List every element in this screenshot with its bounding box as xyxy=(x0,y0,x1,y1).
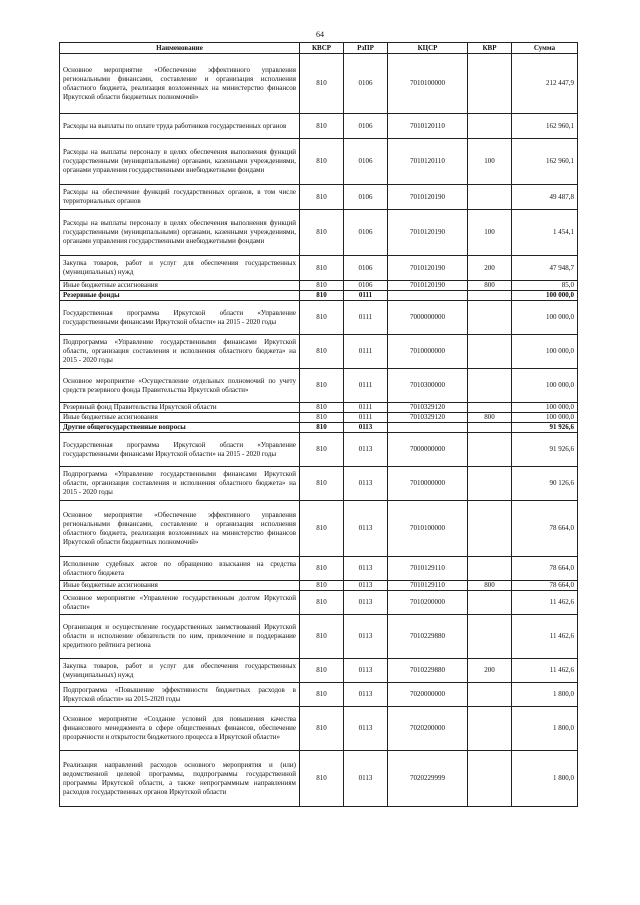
row-kvsr: 810 xyxy=(300,581,344,591)
row-rzpr: 0113 xyxy=(344,501,388,557)
row-kcsr: 7010129110 xyxy=(388,557,468,581)
table-row xyxy=(60,423,578,433)
row-rzpr: 0113 xyxy=(344,591,388,615)
row-kvr xyxy=(468,707,512,751)
row-kcsr: 7010229880 xyxy=(388,659,468,683)
row-kvr: 800 xyxy=(468,581,512,591)
budget-table xyxy=(59,42,578,807)
row-rzpr: 0106 xyxy=(344,256,388,281)
table-row xyxy=(60,335,578,369)
row-rzpr: 0111 xyxy=(344,369,388,403)
table-row xyxy=(60,291,578,301)
table-row xyxy=(60,369,578,403)
row-sum: 100 000,0 xyxy=(512,413,578,423)
table-row xyxy=(60,413,578,423)
row-sum: 1 454,1 xyxy=(512,210,578,256)
table-row xyxy=(60,301,578,335)
row-rzpr: 0113 xyxy=(344,433,388,467)
row-sum: 11 462,6 xyxy=(512,591,578,615)
row-kvsr: 810 xyxy=(300,403,344,413)
row-sum: 47 948,7 xyxy=(512,256,578,281)
row-kcsr: 7010229880 xyxy=(388,615,468,659)
row-sum: 78 664,0 xyxy=(512,501,578,557)
table-row xyxy=(60,256,578,281)
row-kvsr: 810 xyxy=(300,139,344,185)
row-kvsr: 810 xyxy=(300,185,344,210)
row-name: Резервные фонды xyxy=(60,291,300,301)
row-name: Подпрограмма «Управление государственными финансами Иркутской области, организация составления и исполнения областного бюджета» на 2015 - 2020 годы xyxy=(60,467,300,501)
row-kcsr: 7010100000 xyxy=(388,54,468,114)
row-name: Основное мероприятие «Осуществление отдельных полномочий по учету средств резервного фонда Правительства Иркутской области» xyxy=(60,369,300,403)
row-kvr xyxy=(468,423,512,433)
row-sum: 1 800,0 xyxy=(512,707,578,751)
row-sum: 91 926,6 xyxy=(512,433,578,467)
row-kcsr: 7010329120 xyxy=(388,413,468,423)
column-header-sum: Сумма xyxy=(512,43,578,54)
row-kcsr: 7010000000 xyxy=(388,335,468,369)
row-name: Другие общегосударственные вопросы xyxy=(60,423,300,433)
row-name: Иные бюджетные ассигнования xyxy=(60,413,300,423)
row-kvsr: 810 xyxy=(300,54,344,114)
row-kvsr: 810 xyxy=(300,501,344,557)
row-name: Расходы на выплаты персоналу в целях обеспечения выполнения функций государственными (муниципальными) органами, казенными учреждениями, органами управления государственными внебюджетными фондами xyxy=(60,210,300,256)
row-kcsr: 7010120190 xyxy=(388,281,468,291)
row-name: Подпрограмма «Повышение эффективности бюджетных расходов в Иркутской области» на 2015-2020 годы xyxy=(60,683,300,707)
row-kvr xyxy=(468,185,512,210)
row-rzpr: 0113 xyxy=(344,751,388,807)
row-rzpr: 0111 xyxy=(344,335,388,369)
row-rzpr: 0106 xyxy=(344,139,388,185)
row-kcsr: 7020229999 xyxy=(388,751,468,807)
row-kcsr xyxy=(388,423,468,433)
row-kvr: 200 xyxy=(468,256,512,281)
table-row xyxy=(60,139,578,185)
row-sum: 100 000,0 xyxy=(512,403,578,413)
row-sum: 100 000,0 xyxy=(512,369,578,403)
row-kvsr: 810 xyxy=(300,591,344,615)
table-row xyxy=(60,751,578,807)
row-name: Основное мероприятие «Создание условий для повышения качества финансового менеджмента в сфере общественных финансов, обеспечение прозрачности и открытости бюджетного процесса в Иркутской области» xyxy=(60,707,300,751)
row-rzpr: 0111 xyxy=(344,291,388,301)
column-header-rzpr: РзПР xyxy=(344,43,388,54)
table-row xyxy=(60,403,578,413)
row-kcsr: 7010000000 xyxy=(388,467,468,501)
row-kcsr: 7010129110 xyxy=(388,581,468,591)
row-sum: 1 800,0 xyxy=(512,683,578,707)
row-name: Реализация направлений расходов основного мероприятия и (или) ведомственной целевой программы, подпрограммы государственной программы Иркутской области, а также непрограммным направлениям расходов государственных органов Иркутской области xyxy=(60,751,300,807)
row-sum: 100 000,0 xyxy=(512,335,578,369)
row-kvr xyxy=(468,369,512,403)
table-row xyxy=(60,707,578,751)
row-kvr xyxy=(468,751,512,807)
row-sum: 49 487,8 xyxy=(512,185,578,210)
row-kvsr: 810 xyxy=(300,281,344,291)
table-row xyxy=(60,615,578,659)
row-rzpr: 0111 xyxy=(344,403,388,413)
row-name: Государственная программа Иркутской области «Управление государственными финансами Иркутской области» на 2015 - 2020 годы xyxy=(60,433,300,467)
table-row xyxy=(60,659,578,683)
row-kvsr: 810 xyxy=(300,291,344,301)
table-row xyxy=(60,467,578,501)
row-name: Основное мероприятие «Обеспечение эффективного управления региональными финансами, составление и организация исполнения областного бюджета, реализация возложенных на министерство финансов Иркутской области бюджетных полномочий» xyxy=(60,501,300,557)
row-rzpr: 0113 xyxy=(344,581,388,591)
row-name: Расходы на выплаты по оплате труда работников государственных органов xyxy=(60,114,300,139)
row-kvr xyxy=(468,501,512,557)
row-sum: 162 960,1 xyxy=(512,114,578,139)
row-kvsr: 810 xyxy=(300,301,344,335)
row-rzpr: 0106 xyxy=(344,281,388,291)
row-kvsr: 810 xyxy=(300,114,344,139)
row-rzpr: 0113 xyxy=(344,707,388,751)
row-kvr: 100 xyxy=(468,139,512,185)
row-rzpr: 0106 xyxy=(344,114,388,139)
row-kvr: 800 xyxy=(468,413,512,423)
row-kcsr: 7020200000 xyxy=(388,707,468,751)
row-kvsr: 810 xyxy=(300,335,344,369)
column-header-kvr: КВР xyxy=(468,43,512,54)
row-kvr xyxy=(468,433,512,467)
row-sum: 90 126,6 xyxy=(512,467,578,501)
row-rzpr: 0106 xyxy=(344,54,388,114)
row-kvr xyxy=(468,591,512,615)
row-kvr xyxy=(468,291,512,301)
row-rzpr: 0113 xyxy=(344,557,388,581)
table-row xyxy=(60,501,578,557)
row-name: Подпрограмма «Управление государственными финансами Иркутской области, организация составления и исполнения областного бюджета» на 2015 - 2020 годы xyxy=(60,335,300,369)
row-sum: 1 800,0 xyxy=(512,751,578,807)
row-sum: 11 462,6 xyxy=(512,615,578,659)
row-sum: 162 960,1 xyxy=(512,139,578,185)
column-header-kcsr: КЦСР xyxy=(388,43,468,54)
row-rzpr: 0106 xyxy=(344,210,388,256)
row-kvr xyxy=(468,54,512,114)
row-sum: 78 664,0 xyxy=(512,581,578,591)
row-sum: 91 926,6 xyxy=(512,423,578,433)
row-kcsr: 7010120190 xyxy=(388,256,468,281)
column-header-name: Наименование xyxy=(60,43,300,54)
row-rzpr: 0106 xyxy=(344,185,388,210)
row-sum: 11 462,6 xyxy=(512,659,578,683)
row-rzpr: 0111 xyxy=(344,413,388,423)
row-kvr xyxy=(468,615,512,659)
table-row xyxy=(60,185,578,210)
row-kvsr: 810 xyxy=(300,615,344,659)
table-row xyxy=(60,683,578,707)
row-kvsr: 810 xyxy=(300,751,344,807)
row-kvr: 800 xyxy=(468,281,512,291)
row-sum: 212 447,9 xyxy=(512,54,578,114)
row-name: Иные бюджетные ассигнования xyxy=(60,281,300,291)
row-kvsr: 810 xyxy=(300,210,344,256)
row-kvr xyxy=(468,301,512,335)
row-kcsr: 7000000000 xyxy=(388,301,468,335)
row-name: Иные бюджетные ассигнования xyxy=(60,581,300,591)
row-kcsr: 7010100000 xyxy=(388,501,468,557)
row-rzpr: 0113 xyxy=(344,615,388,659)
row-kvr: 100 xyxy=(468,210,512,256)
table-row xyxy=(60,281,578,291)
row-kvr xyxy=(468,403,512,413)
row-kvsr: 810 xyxy=(300,423,344,433)
row-kcsr: 7010120110 xyxy=(388,114,468,139)
row-sum: 85,0 xyxy=(512,281,578,291)
row-sum: 100 000,0 xyxy=(512,301,578,335)
row-kcsr xyxy=(388,291,468,301)
row-name: Закупка товаров, работ и услуг для обеспечения государственных (муниципальных) нужд xyxy=(60,659,300,683)
row-name: Основное мероприятие «Управление государственным долгом Иркутской области» xyxy=(60,591,300,615)
column-header-kvsr: КВСР xyxy=(300,43,344,54)
row-kcsr: 7010120190 xyxy=(388,210,468,256)
row-kcsr: 7010120190 xyxy=(388,185,468,210)
table-row xyxy=(60,54,578,114)
row-name: Расходы на выплаты персоналу в целях обеспечения выполнения функций государственными (муниципальными) органами, казенными учреждениями, органами управления государственными внебюджетными фондами xyxy=(60,139,300,185)
row-name: Организация и осуществление государственных заимствований Иркутской области и исполнение обязательств по ним, привлечение и поддержание кредитного рейтинга региона xyxy=(60,615,300,659)
row-kvsr: 810 xyxy=(300,707,344,751)
row-kvsr: 810 xyxy=(300,683,344,707)
table-row xyxy=(60,114,578,139)
row-sum: 100 000,0 xyxy=(512,291,578,301)
row-rzpr: 0113 xyxy=(344,683,388,707)
row-kvsr: 810 xyxy=(300,369,344,403)
row-name: Государственная программа Иркутской области «Управление государственными финансами Иркутской области» на 2015 - 2020 годы xyxy=(60,301,300,335)
row-kvr xyxy=(468,467,512,501)
row-name: Основное мероприятие «Обеспечение эффективного управления региональными финансами, составление и организация исполнения областного бюджета, реализация возложенных на министерство финансов Иркутской области бюджетных полномочий» xyxy=(60,54,300,114)
row-kcsr: 7000000000 xyxy=(388,433,468,467)
row-kcsr: 7010200000 xyxy=(388,591,468,615)
table-row xyxy=(60,591,578,615)
row-kcsr: 7010300000 xyxy=(388,369,468,403)
row-kvsr: 810 xyxy=(300,557,344,581)
row-name: Исполнение судебных актов по обращению взыскания на средства областного бюджета xyxy=(60,557,300,581)
row-kvr xyxy=(468,335,512,369)
row-rzpr: 0113 xyxy=(344,467,388,501)
row-name: Расходы на обеспечение функций государственных органов, в том числе территориальных органов xyxy=(60,185,300,210)
row-rzpr: 0113 xyxy=(344,423,388,433)
row-kvr xyxy=(468,683,512,707)
page-number: 64 xyxy=(316,30,324,39)
row-name: Закупка товаров, работ и услуг для обеспечения государственных (муниципальных) нужд xyxy=(60,256,300,281)
row-kvr: 200 xyxy=(468,659,512,683)
row-kvsr: 810 xyxy=(300,659,344,683)
row-kcsr: 7020000000 xyxy=(388,683,468,707)
row-kvr xyxy=(468,114,512,139)
table-row xyxy=(60,433,578,467)
row-sum: 78 664,0 xyxy=(512,557,578,581)
row-kvsr: 810 xyxy=(300,467,344,501)
row-kvsr: 810 xyxy=(300,256,344,281)
table-row xyxy=(60,210,578,256)
row-kvsr: 810 xyxy=(300,413,344,423)
row-name: Резервный фонд Правительства Иркутской области xyxy=(60,403,300,413)
row-kcsr: 7010329120 xyxy=(388,403,468,413)
table-row xyxy=(60,557,578,581)
row-rzpr: 0111 xyxy=(344,301,388,335)
row-rzpr: 0113 xyxy=(344,659,388,683)
table-row xyxy=(60,581,578,591)
row-kvr xyxy=(468,557,512,581)
row-kcsr: 7010120110 xyxy=(388,139,468,185)
row-kvsr: 810 xyxy=(300,433,344,467)
table-header-row xyxy=(60,43,578,54)
